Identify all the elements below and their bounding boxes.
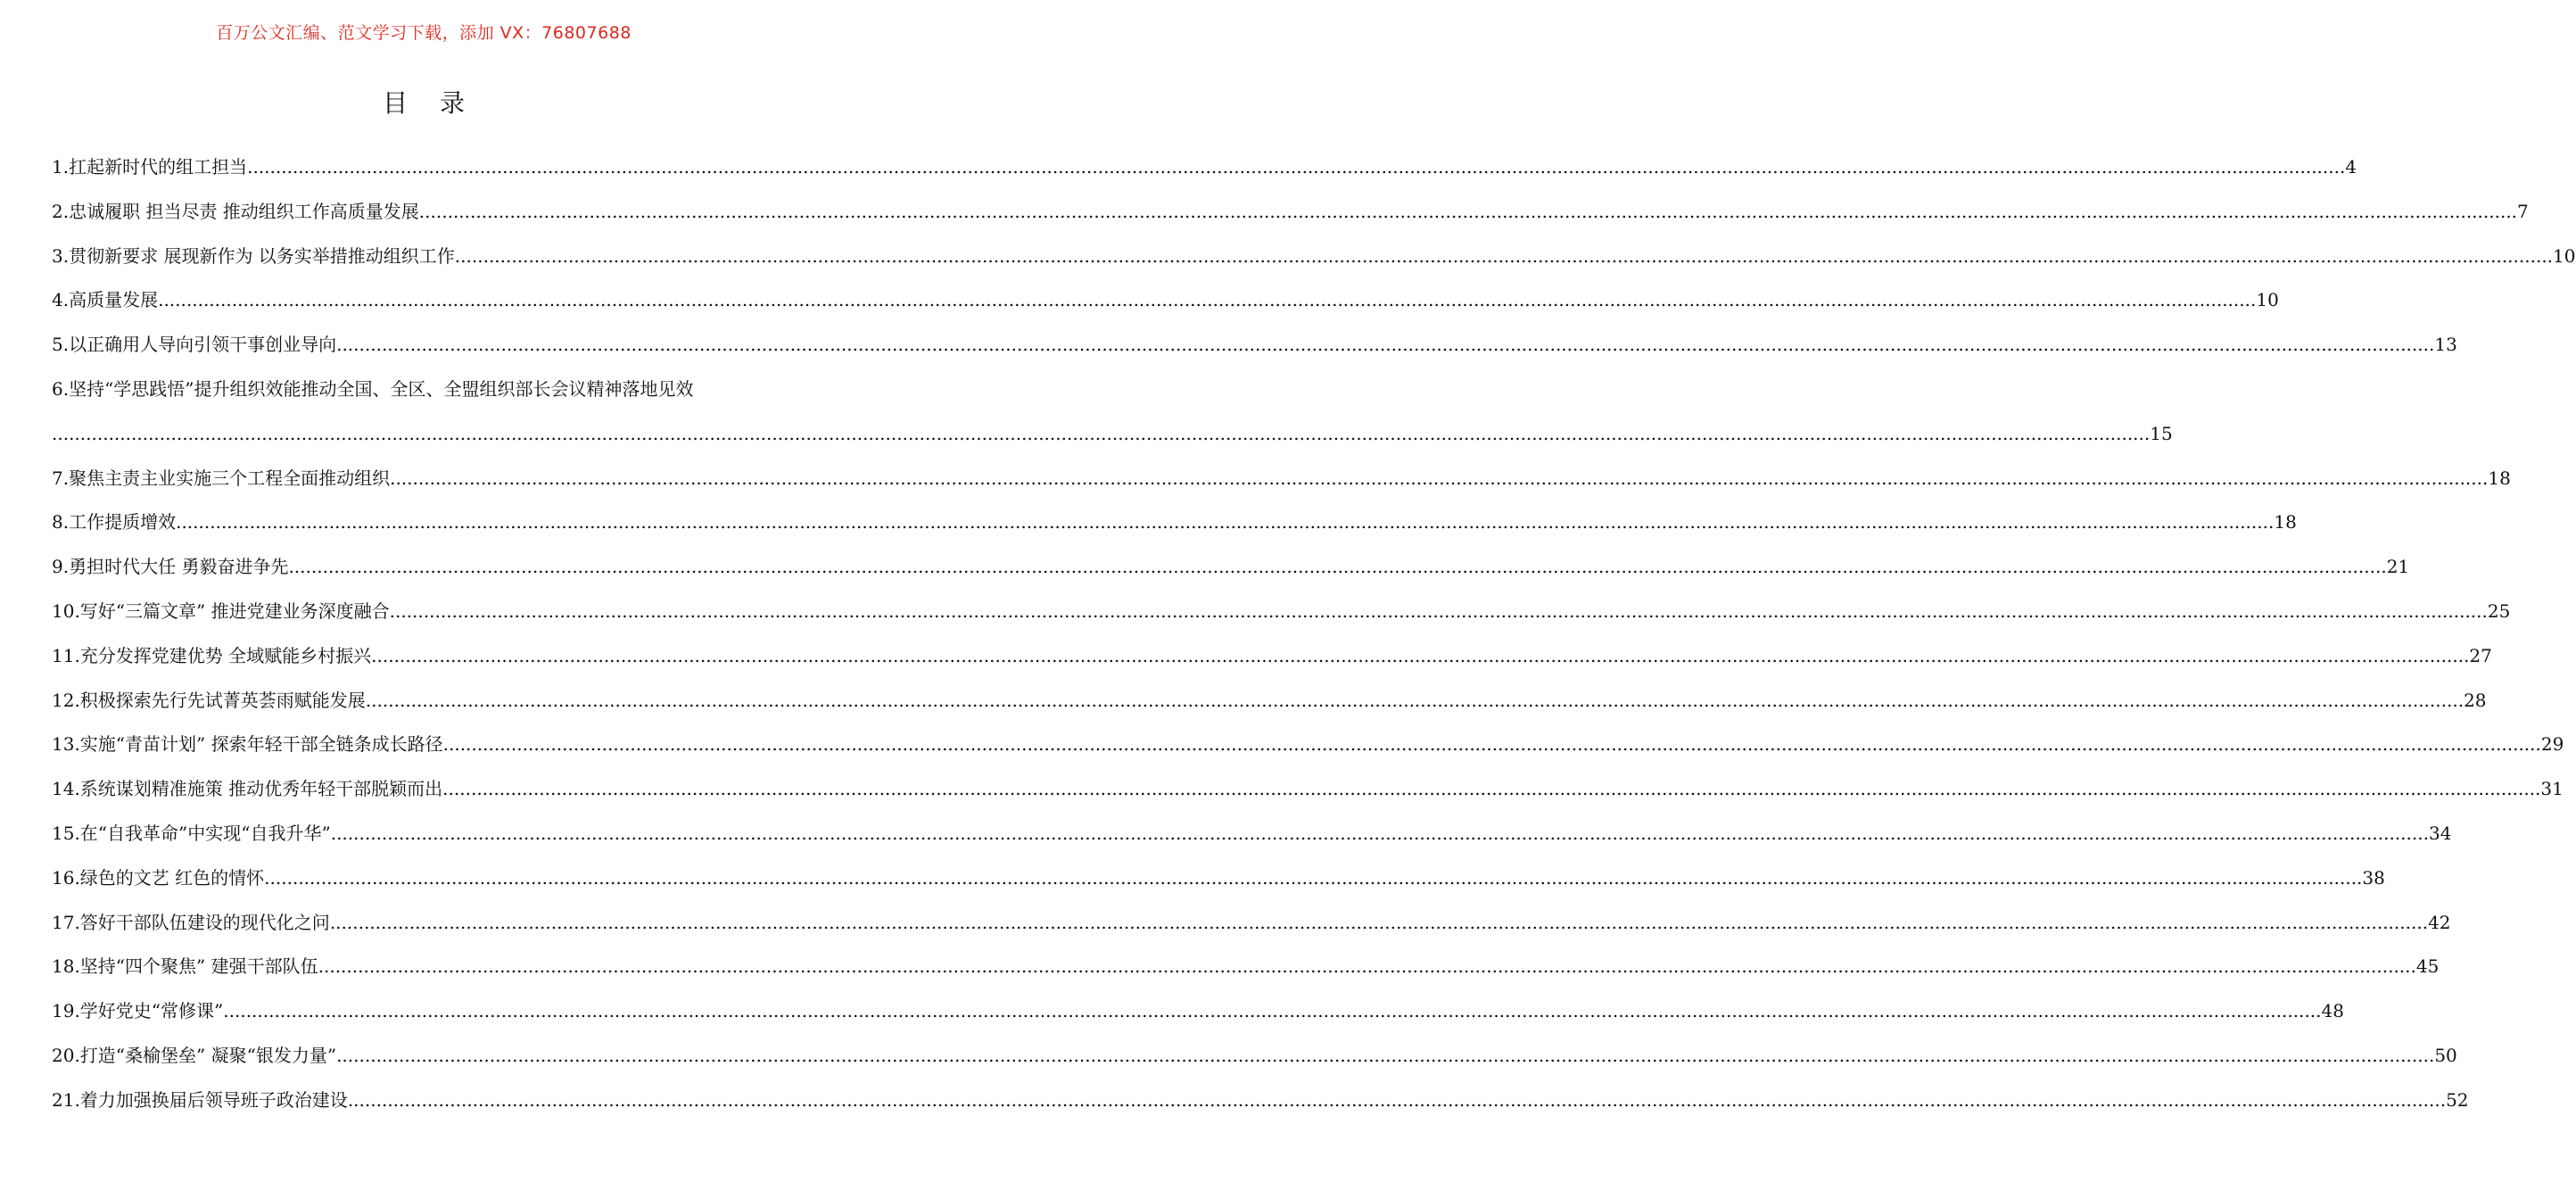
toc-entry-label: 5.以正确用人导向引领干事创业导向 [52,334,337,356]
toc-leader-dots [158,278,2256,323]
toc-entry-page: 34 [2428,822,2452,844]
toc-entry-label: 6.坚持“学思践悟”提升组织效能推动全国、全区、全盟组织部长会议精神落地见效 [52,377,694,400]
toc-entry-page: 7 [2517,200,2529,222]
toc-entry-label: 12.积极探索先行先试菁英荟雨赋能发展 [52,689,366,711]
toc-entry[interactable] [52,767,2564,812]
toc-entry[interactable] [52,368,797,412]
toc-leader-dots [419,190,2517,235]
toc-leader-dots [390,590,2488,634]
toc-entry-label: 10.写好“三篇文章” 推进党建业务深度融合 [52,600,390,622]
toc-entry-page: 27 [2469,644,2492,666]
toc-entry-label: 8.工作提质增效 [52,511,177,533]
toc-leader-dots [348,1079,2446,1123]
table-of-contents [52,145,2576,1123]
toc-entry[interactable] [52,1079,2469,1123]
toc-leader-dots [330,901,2428,946]
toc-leader-dots [336,323,2434,368]
toc-entry-page: 31 [2540,778,2564,800]
toc-entry[interactable] [52,723,2564,767]
toc-entry[interactable] [52,634,2492,679]
toc-entry[interactable] [52,278,2279,323]
toc-entry-page: 29 [2540,733,2564,756]
toc-entry-page: 10 [2553,244,2576,267]
toc-leader-dots [264,856,2362,901]
toc-entry-page: 18 [2274,511,2297,533]
toc-entry-label: 13.实施“青苗计划” 探索年轻干部全链条成长路径 [52,733,443,756]
toc-entry-page: 50 [2434,1044,2457,1066]
toc-entry[interactable] [52,812,2452,856]
toc-entry-page: 18 [2488,467,2511,489]
toc-entry-label: 16.绿色的文艺 红色的情怀 [52,866,265,889]
toc-entry-continuation[interactable] [52,412,2173,457]
toc-entry[interactable] [52,457,2511,501]
toc-leader-dots [247,145,2345,190]
toc-entry[interactable] [52,323,2457,368]
toc-entry-page: 28 [2464,689,2487,711]
toc-leader-dots [366,679,2464,724]
toc-entry-label: 11.充分发挥党建优势 全域赋能乡村振兴 [52,644,372,666]
toc-entry-page: 48 [2321,1000,2344,1022]
toc-entry[interactable] [52,145,2357,190]
toc-entry-label: 21.着力加强换届后领导班子政治建设 [52,1088,348,1111]
toc-entry[interactable] [52,190,2529,235]
toc-leader-dots [443,723,2541,767]
toc-entry[interactable] [52,235,2576,279]
toc-entry-label: 7.聚焦主责主业实施三个工程全面推动组织 [52,467,391,489]
toc-entry-page: 15 [2150,422,2173,444]
toc-entry[interactable] [52,945,2440,989]
toc-leader-dots [52,412,2150,457]
toc-entry-page: 21 [2386,556,2410,578]
toc-entry[interactable] [52,989,2344,1034]
toc-entry-label: 3.贯彻新要求 展现新作为 以务实举措推动组织工作 [52,244,455,267]
toc-entry-label: 1.扛起新时代的组工担当 [52,156,248,178]
toc-entry-label: 19.学好党史“常修课” [52,1000,224,1022]
toc-entry[interactable] [52,590,2511,634]
toc-entry-label: 20.打造“桑榆堡垒” 凝聚“银发力量” [52,1044,337,1066]
toc-leader-dots [336,1034,2434,1079]
toc-entry[interactable] [52,1034,2457,1079]
toc-leader-dots [455,235,2553,279]
toc-entry-page: 52 [2446,1088,2469,1111]
toc-entry-page: 42 [2428,911,2451,933]
toc-leader-dots [331,812,2429,856]
toc-entry[interactable] [52,856,2385,901]
toc-leader-dots [176,500,2274,545]
toc-entry-page: 38 [2362,866,2385,889]
toc-entry-page: 10 [2256,289,2279,311]
toc-entry-page: 13 [2434,334,2457,356]
toc-leader-dots [223,989,2321,1034]
toc-entry-page: 25 [2487,600,2511,622]
page-title: 目录 [382,88,497,118]
toc-entry-label: 18.坚持“四个聚焦” 建强干部队伍 [52,955,318,978]
toc-entry-label: 9.勇担时代大任 勇毅奋进争先 [52,556,289,578]
toc-leader-dots [442,767,2540,812]
toc-entry-page: 4 [2345,156,2357,178]
toc-leader-dots [288,545,2386,590]
toc-entry-label: 2.忠诚履职 担当尽责 推动组织工作高质量发展 [52,200,419,222]
toc-entry[interactable] [52,901,2451,946]
toc-leader-dots [371,634,2469,679]
toc-entry-label: 15.在“自我革命”中实现“自我升华” [52,822,331,844]
toc-entry[interactable] [52,679,2487,724]
toc-entry[interactable] [52,545,2410,590]
toc-entry[interactable] [52,500,2297,545]
toc-entry-page: 45 [2415,955,2440,978]
toc-leader-dots [390,457,2488,501]
watermark-header: 百万公文汇编、范文学习下载，添加 VX：76807688 [216,23,632,43]
toc-entry-label: 17.答好干部队伍建设的现代化之问 [52,911,330,933]
toc-entry-label: 14.系统谋划精准施策 推动优秀年轻干部脱颖而出 [52,778,443,800]
toc-entry-label: 4.高质量发展 [52,289,159,311]
toc-leader-dots [318,945,2416,989]
